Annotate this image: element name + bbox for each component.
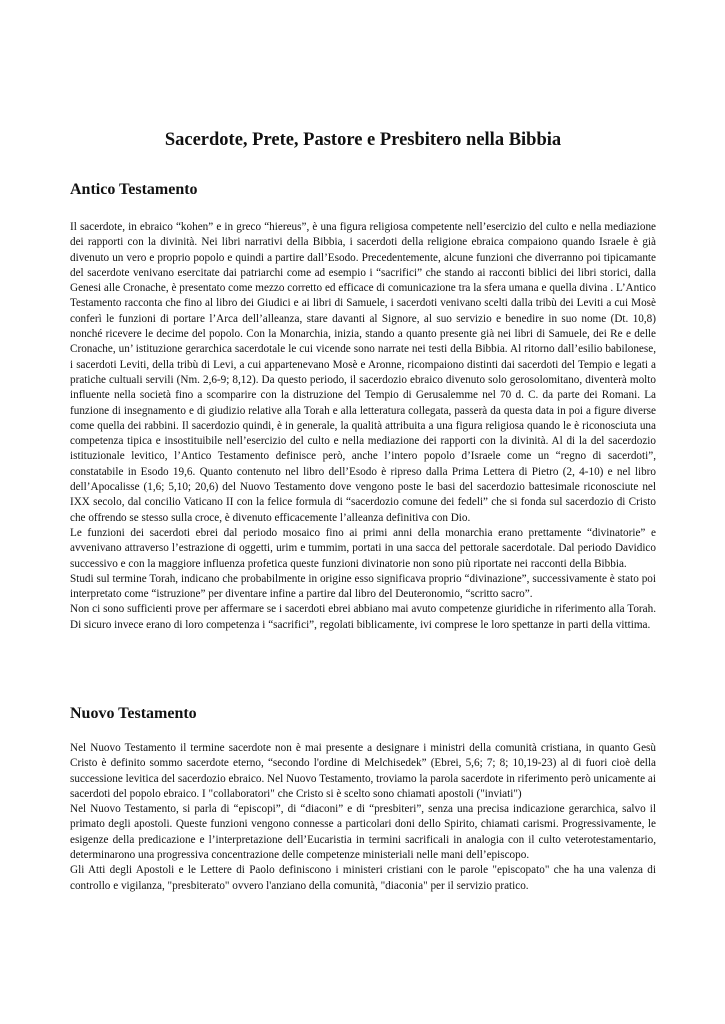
section-body-nuovo-testamento [70, 741, 656, 894]
paragraph: Le funzioni dei sacerdoti ebrei dal periodo mosaico fino ai primi anni della monarchia erano prettamente “divinatorie” e avvenivano attraverso l’estrazione di oggetti, urim e tummim, portati in una sacca del pettorale sacerdotale. Dal periodo Davidico successivo e con la maggiore influenza profetica queste funzioni divinatorie non sono più riportate nei racconti della Bibbia. [70, 526, 656, 570]
paragraph: Nel Nuovo Testamento, si parla di “episcopi”, di “diaconi” e di “presbiteri”, senza una precisa indicazione gerarchica, salvo il primato degli apostoli. Queste funzioni vengono connesse a particolari doni dello Spirito, chiamati carismi. Progressivamente, le esigenze della predicazione e l’interpretazione dell’Eucaristia in termini sacrificali in analogia con il culto veterotestamentario, determinarono una progressiva concentrazione delle competenze ministeriali nelle mani dell’episcopo. [70, 803, 656, 862]
document-title: Sacerdote, Prete, Pastore e Presbitero nella Bibbia [164, 130, 562, 150]
section-heading-nuovo-testamento: Nuovo Testamento [70, 705, 197, 722]
paragraph: Non ci sono sufficienti prove per affermare se i sacerdoti ebrei abbiano mai avuto competenze giuridiche in riferimento alla Torah. Di sicuro invece erano di loro competenza i “sacrifici”, regolati biblicamente, ivi comprese le loro spettanze in parti della vittima. [70, 603, 656, 631]
paragraph: Gli Atti degli Apostoli e le Lettere di Paolo definiscono i ministeri cristiani con le parole "episcopato" che ha una valenza di controllo e vigilanza, "presbiterato" ovvero l'anziano della comunità, "diaconia" per il servizio pratico. [70, 864, 656, 892]
paragraph: Nel Nuovo Testamento il termine sacerdote non è mai presente a designare i ministri della comunità cristiana, in quanto Gesù Cristo è definito sommo sacerdote eterno, “secondo l'ordine di Melchisedek” (Ebrei, 5,6; 7; 8; 10,19-23) al di fuori cioè della successione levitica del sacerdozio ebraico. Nel Nuovo Testamento, troviamo la parola sacerdote in riferimento però unicamente ai sacerdoti del popolo ebraico. I "collaboratori" che Cristo si è scelto sono chiamati apostoli ("inviati") [70, 742, 656, 800]
section-heading-antico-testamento: Antico Testamento [70, 181, 198, 198]
paragraph: Il sacerdote, in ebraico “kohen” e in greco “hiereus”, è una figura religiosa competente nell’esercizio del culto e nella mediazione dei rapporti con la divinità. Nei libri narrativi della Bibbia, i sacerdoti della religione ebraica compaiono quando Israele è già divenuto un vero e proprio popolo e quindi a partire dall’Esodo. Precedentemente, alcune funzioni che diverranno poi tipicamante del sacerdote venivano esercitate dai patriarchi come ad esempio i “sacrifici” che stando ai racconti biblici dei libri storici, dalla Genesi alle Cronache, è presentato come mezzo corretto ed efficace di comunicazione tra la sfera umana e quella divina . L’Antico Testamento racconta che fino al libro dei Giudici e ai libri di Samuele, i sacerdoti venivano scelti dalla tribù dei Leviti a cui Mosè conferì le funzioni di portare l’Arca dell’alleanza, stare davanti al Signore, al suo servizio e benedire in suo nome (Dt. 10,8) nonché ricevere le decime del popolo. Con la Monarchia, inizia, stando a quanto presente già nei libri di Samuele, dei Re e delle Cronache, un’ istituzione gerarchica sacerdotale le cui vicende sono narrate nei testi della Bibbia. Al ritorno dall’esilio babilonese, i sacerdoti Leviti, della tribù di Levi, a cui appartenevano Mosè e Aronne, ricompaiono distinti dai sacerdoti del Tempio e legati a pratiche cultuali servili (Nm. 2,6-9; 8,12). Da questo periodo, il sacerdozio ebraico divenuto solo gerosolomitano, diventerà molto influente nella società fino a scomparire con la distruzione del Tempio di Gerusalemme nel 70 d. C. da parte dei Romani. La funzione di insegnamento e di giudizio relative alla Torah e alla letteratura collegata, passerà da questa data in poi a figure diverse come quella dei rabbini. Il sacerdozio quindi, è in generale, la qualità attribuita a una figura religiosa quando le è riconosciuta una competenza tipica e insostituibile nell’esercizio del culto e nella mediazione dei rapporti con la divinità. Al di la del sacerdozio istituzionale levitico, l’Antico Testamento definisce però, anche l’intero popolo d’Israele come un “regno di sacerdoti”, constatabile in Esodo 19,6. Quanto contenuto nel libro dell’Esodo è ripreso dalla Prima Lettera di Pietro (2, 4-10) e nel libro dell’Apocalisse (1,6; 5,10; 20,6) del Nuovo Testamento dove vengono poste le basi del sacerdozio battesimale riconosciute nel IXX secolo, dal concilio Vaticano II con la felice formula di “sacerdozio comune dei fedeli” che si fonda sul sacerdozio di Cristo che offrendo se stesso sulla croce, è divenuto efficacemente l’alleanza definitiva con Dio. [70, 221, 656, 524]
paragraph: Studi sul termine Torah, indicano che probabilmente in origine esso significava proprio “divinazione”, successivamente è stato poi interpretato come “istruzione” per diventare infine a partire dal libro del Deuteronomio, “scritto sacro”. [70, 572, 656, 601]
section-body-antico-testamento [70, 220, 656, 633]
